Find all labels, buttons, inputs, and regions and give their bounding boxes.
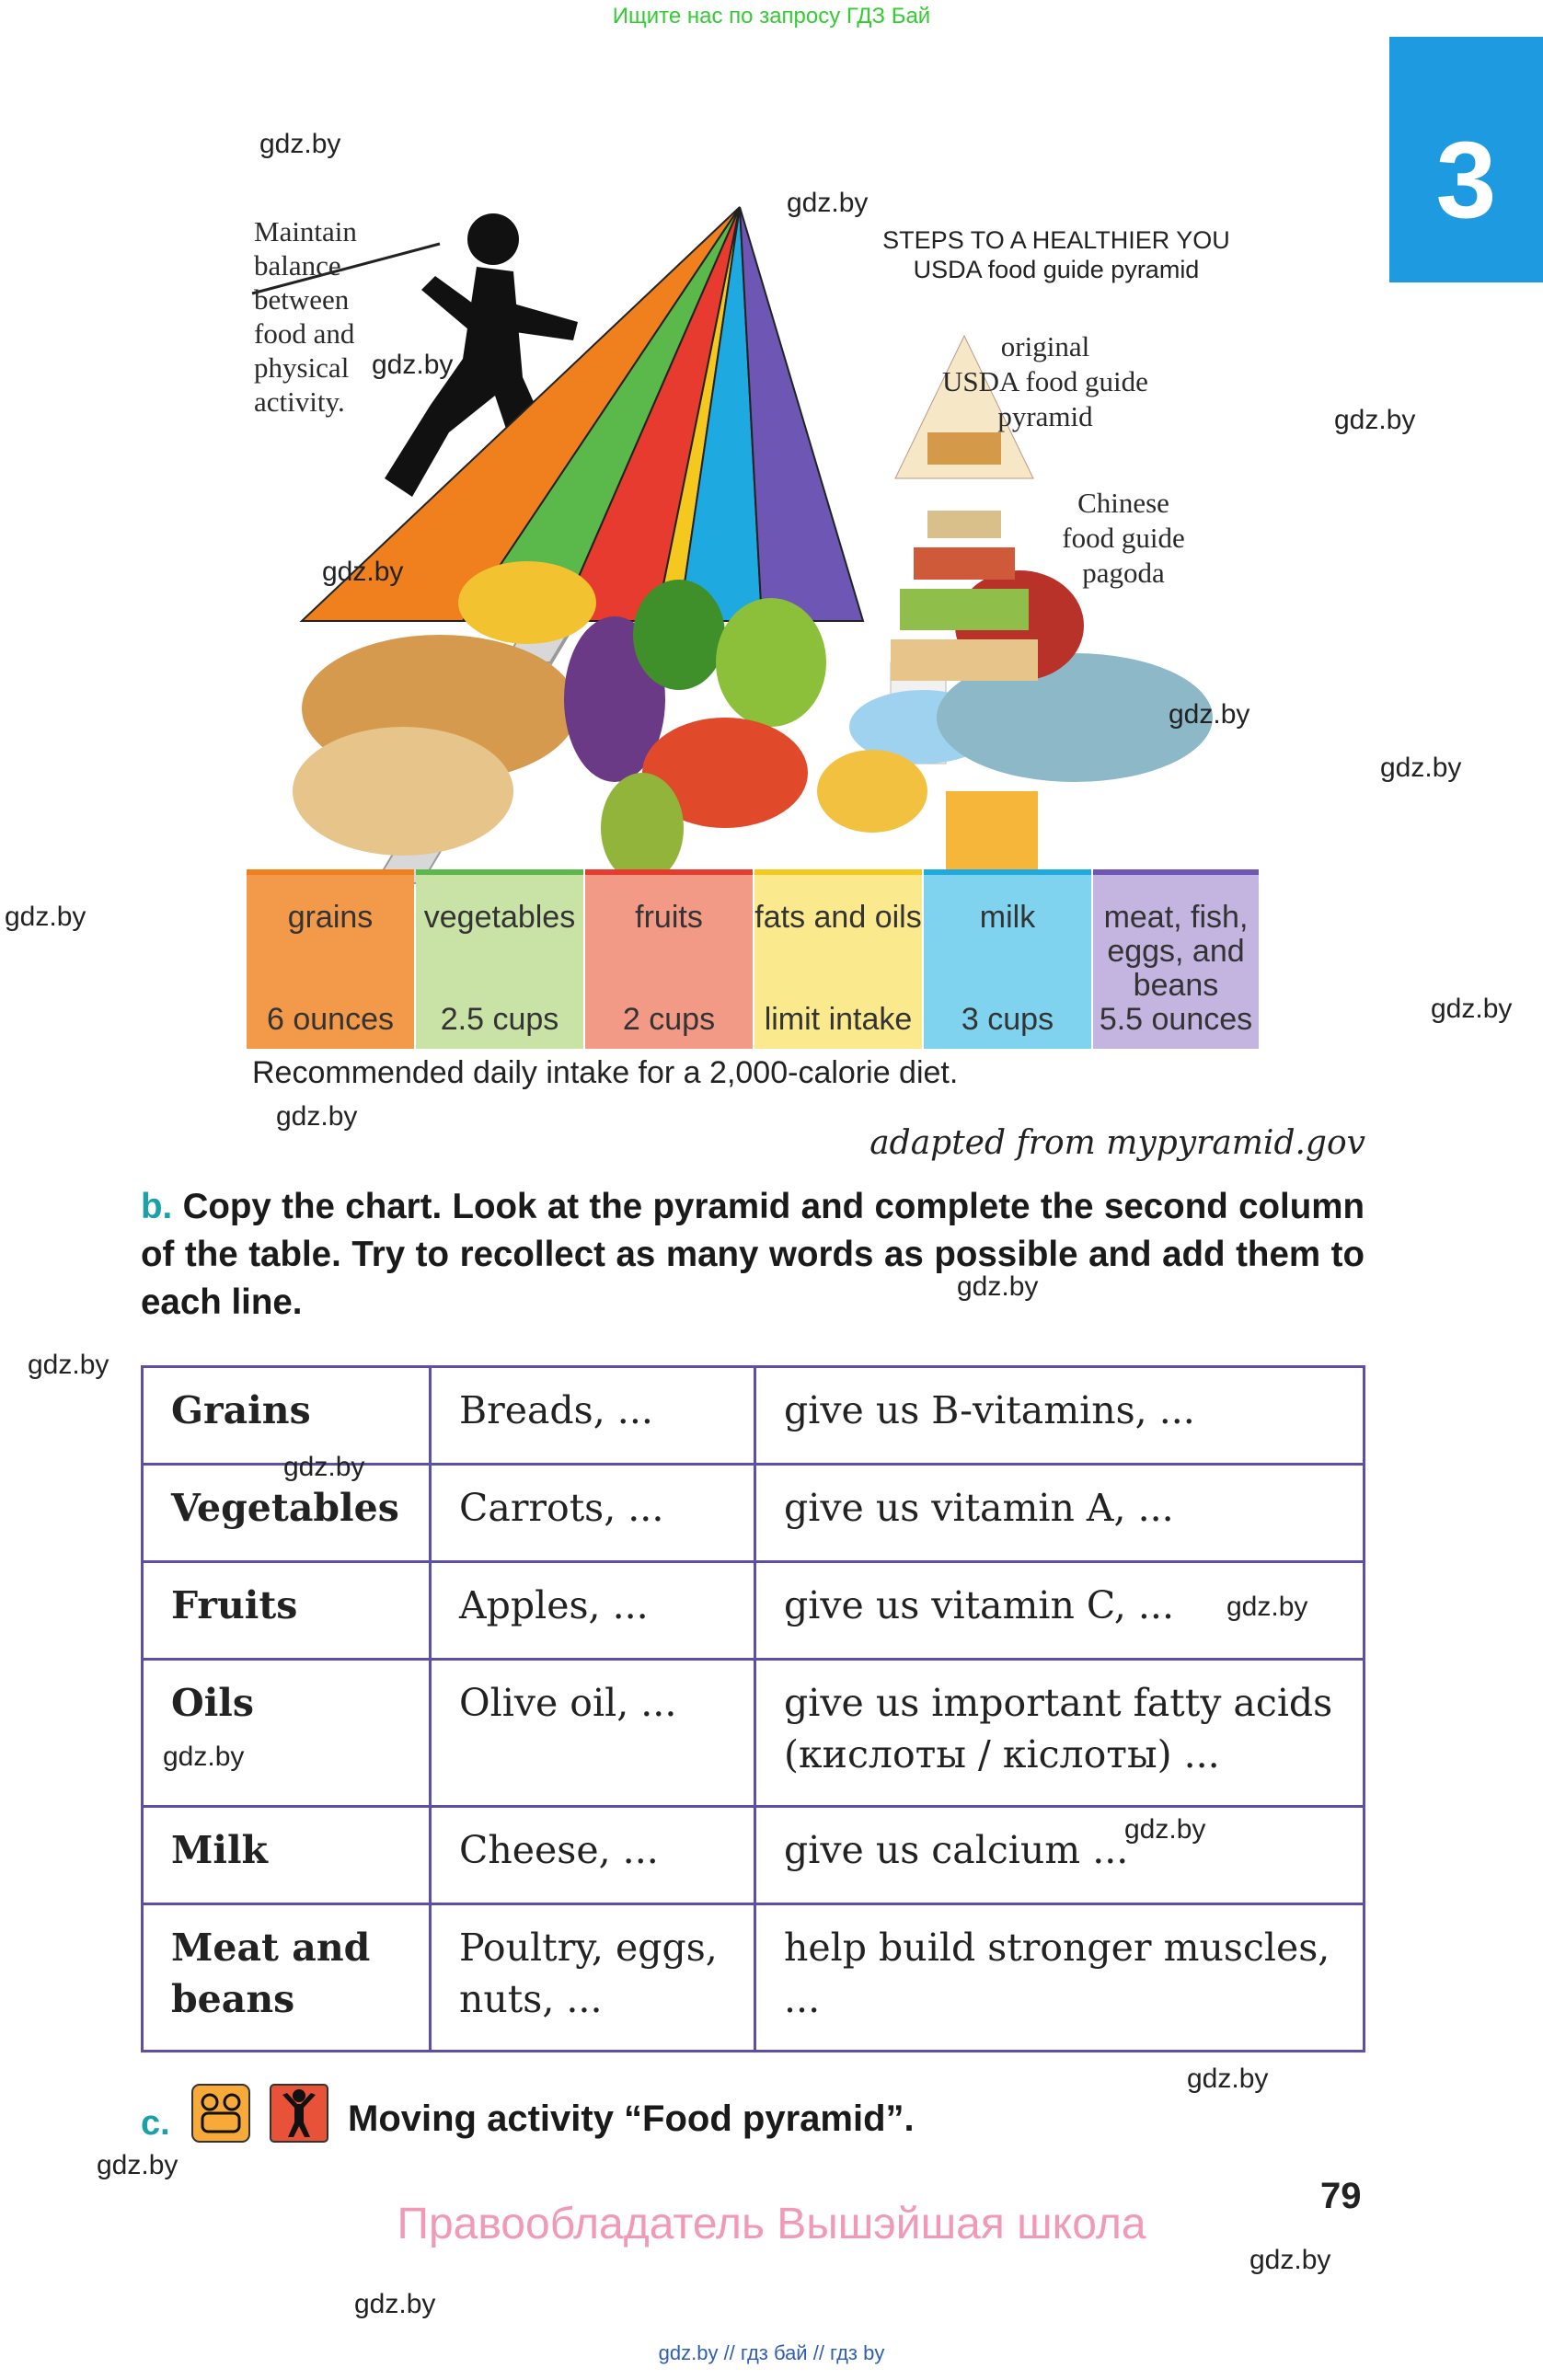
original-pyramid-caption: original USDA food guide pyramid [942,330,1148,432]
band-amount: limit intake [764,1002,913,1037]
band-amount: 2 cups [622,1002,716,1037]
balance-note: Maintain balance between food and physical activity. [254,215,357,418]
band-label: fruits [635,900,703,935]
table-row [143,1660,1365,1807]
watermark: gdz.by [1380,753,1462,783]
food-group-cell: Oils [143,1660,431,1807]
examples-cell: Olive oil, ... [431,1660,755,1807]
band-fruits [585,869,753,1049]
moving-activity-icon [270,2084,328,2143]
watermark: gdz.by [354,2289,436,2319]
source-credit: adapted from mypyramid.gov [869,1124,1365,1162]
band-grains [247,869,414,1049]
examples-cell: Carrots, ... [431,1465,755,1562]
band-fats-oils [754,869,922,1049]
chinese-pagoda-caption: Chinese food guide pagoda [1062,487,1185,589]
benefit-cell: help build stronger muscles, ... [755,1904,1365,2052]
band-label: milk [979,900,1036,935]
task-c-text: Moving activity “Food pyramid”. [348,2098,915,2139]
watermark: gdz.by [1226,1592,1308,1622]
table-row [143,1367,1365,1465]
watermark: gdz.by [787,188,869,218]
watermark: gdz.by [372,350,454,380]
watermark: gdz.by [1124,1814,1206,1845]
food-group-cell: Fruits [143,1562,431,1660]
benefit-cell: give us B-vitamins, ... [755,1367,1365,1465]
table-row [143,1904,1365,2052]
benefit-cell: give us vitamin C, ... [755,1562,1365,1660]
task-c [141,2084,1153,2157]
food-group-cell: Milk [143,1807,431,1904]
page-number: 79 [1320,2176,1362,2216]
watermark: gdz.by [28,1350,109,1380]
watermark: gdz.by [1187,2064,1269,2094]
copyright-line: Правообладатель Вышэйшая школа [397,2200,1146,2248]
bands-anchor [247,0,1259,1]
food-group-cell: Grains [143,1367,431,1465]
band-amount: 5.5 ounces [1099,1002,1253,1037]
band-label: grains [287,900,374,935]
watermark: gdz.by [1249,2245,1331,2275]
band-label: vegetables [423,900,576,935]
band-meat-beans [1093,869,1259,1049]
watermark: gdz.by [276,1101,358,1132]
table-row [143,1562,1365,1660]
band-amount: 2.5 cups [440,1002,559,1037]
watermark: gdz.by [322,557,404,587]
watermark: gdz.by [1334,405,1416,435]
task-b [141,1183,1365,1327]
benefit-cell: give us calcium ... [755,1807,1365,1904]
band-amount: 6 ounces [267,1002,394,1037]
band-amount: 3 cups [961,1002,1054,1037]
task-c-letter: c. [141,2104,170,2143]
task-b-letter: b. [141,1187,173,1226]
task-b-text: Copy the chart. Look at the pyramid and complete the second column of the table. Try to recollect as many words as possible and add them to each line. [141,1187,1365,1322]
watermark: gdz.by [283,1452,365,1482]
band-milk [924,869,1091,1049]
food-group-cell: Meat and beans [143,1904,431,2052]
intake-note: Recommended daily intake for a 2,000-calorie diet. [252,1055,959,1090]
examples-cell: Apples, ... [431,1562,755,1660]
watermark: gdz.by [5,902,86,932]
watermark: gdz.by [163,1742,245,1772]
examples-cell: Poultry, eggs, nuts, ... [431,1904,755,2052]
food-group-cell: Vegetables [143,1465,431,1562]
examples-cell: Breads, ... [431,1367,755,1465]
watermark: gdz.by [1431,994,1513,1024]
examples-cell: Cheese, ... [431,1807,755,1904]
footer-links[interactable]: gdz.by // гдз бай // гдз by [658,2341,885,2364]
watermark: gdz.by [1169,699,1250,730]
unit-number-tab: 3 [1389,37,1543,282]
watermark: gdz.by [97,2150,178,2180]
watermark: gdz.by [957,1271,1039,1302]
top-banner: Ищите нас по запросу ГДЗ Бай [612,4,931,29]
band-vegetables [416,869,583,1049]
group-work-icon [191,2084,250,2143]
benefit-cell: give us vitamin A, ... [755,1465,1365,1562]
pyramid-title: STEPS TO A HEALTHIER YOU USDA food guide pyramid [882,226,1230,283]
watermark: gdz.by [259,129,341,159]
benefit-cell: give us important fatty acids (кислоты / кіслоты) ... [755,1660,1365,1807]
band-label: fats and oils [754,900,922,935]
band-label: meat, fish, eggs, and beans [1103,900,1249,1003]
